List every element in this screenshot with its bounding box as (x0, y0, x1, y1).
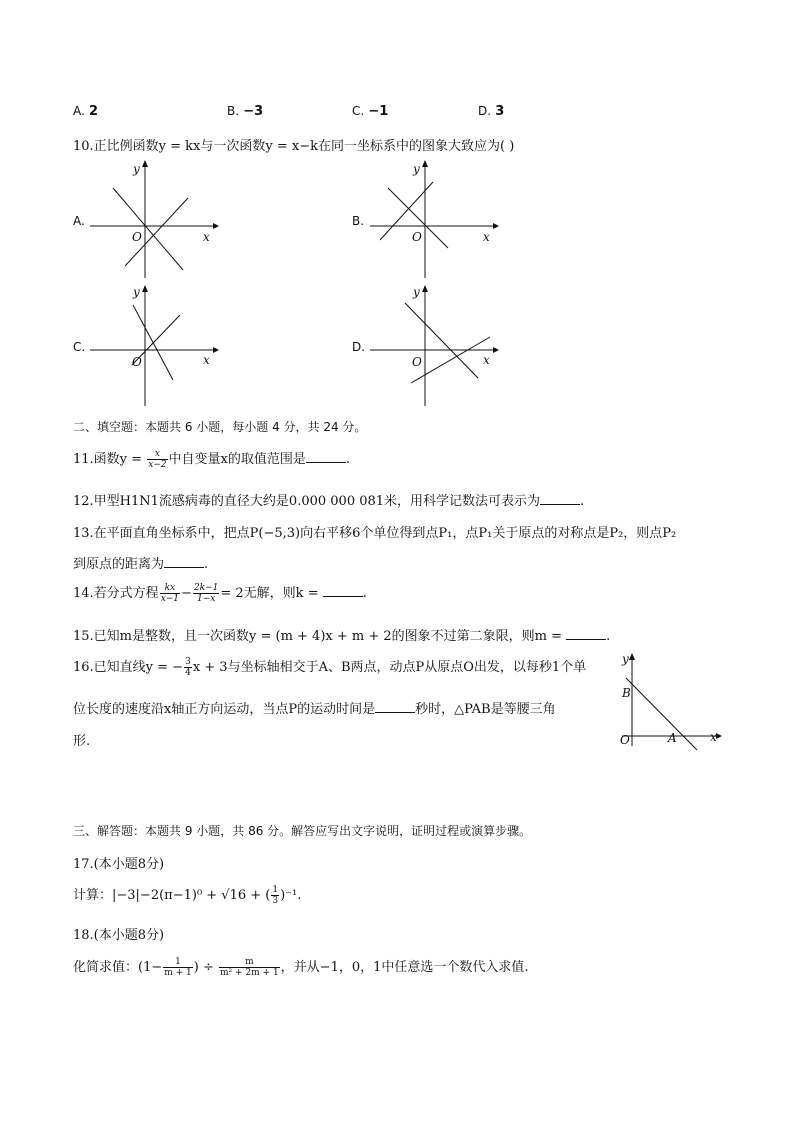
graph-c (85, 280, 220, 408)
section-2-heading: 二、填空题：本题共 6 小题，每小题 4 分，共 24 分。 (73, 420, 367, 434)
y-axis-label: y (133, 285, 140, 299)
q17-fraction: $\frac{1}{3}$ (272, 885, 279, 906)
q18-fraction-1: $\frac{1}{m + 1}$ (164, 957, 192, 978)
q14-fraction-1: $\frac{kx}{x-1}$ (160, 583, 180, 604)
option-label: D. (478, 104, 492, 118)
option-value: 2 (88, 104, 98, 119)
q16-line2: 位长度的速度沿x轴正方向运动，当点P的运动时间是 秒时，△PAB是等腰三角 (73, 702, 556, 717)
q12-text: 12.甲型H1N1流感病毒的直径大约是0.000 000 081米，用科学记数法可表示为 (73, 494, 541, 509)
q11: 11.函数y = $\frac{x}{x-2}$ 中自变量x的取值范围是 . (73, 449, 351, 470)
graph-b-label: B. (352, 214, 365, 228)
answer-blank[interactable] (164, 555, 204, 568)
origin-label: O (412, 230, 422, 244)
q18-header: 18.(本小题8分) (73, 928, 165, 943)
q16-line1: 16.已知直线y = − $\frac{3}{4}$ x + 3与坐标轴相交于A、B两点，动点P从原点O出发，以每秒1个单 (73, 657, 587, 678)
option-value: −3 (243, 104, 264, 119)
q9-option-c (352, 104, 388, 119)
origin-label: O (620, 733, 630, 747)
y-axis-label: y (413, 162, 420, 176)
origin-label: O (132, 355, 142, 369)
q11-fraction: $\frac{x}{x-2}$ (148, 449, 167, 470)
option-label: C. (352, 104, 365, 118)
q9-option-d (478, 104, 504, 119)
q16-line3: 形. (73, 734, 91, 749)
origin-label: O (132, 230, 142, 244)
q9-option-a (73, 104, 98, 119)
answer-blank[interactable] (323, 584, 363, 597)
answer-blank[interactable] (566, 627, 606, 640)
q11-pre: 11.函数y = (73, 452, 147, 467)
graph-d-label: D. (352, 340, 366, 354)
answer-blank[interactable] (540, 492, 580, 505)
q16-fraction: $\frac{3}{4}$ (185, 657, 191, 678)
q18-expression: 化简求值：(1− $\frac{1}{m + 1}$ ) ÷ $\frac{m}{\text{m² + 2m + 1}}$ ，并从−1，0，1中任意选一个数代入求值. (73, 957, 529, 978)
y-axis-label: y (622, 652, 629, 666)
graph-d (365, 280, 500, 408)
q14: 14.若分式方程 $\frac{kx}{x-1}$ − $\frac{2k-1}{1-x}$ = 2无解，则k = . (73, 583, 367, 604)
q14-fraction-2: $\frac{2k-1}{1-x}$ (193, 583, 219, 604)
x-axis-label: x (483, 230, 490, 244)
option-label: A. (73, 104, 85, 118)
point-a-label: A (668, 731, 677, 745)
graph-b (365, 155, 500, 280)
q13-line2: 到原点的距离为 . (73, 557, 209, 572)
graph-a (85, 155, 220, 280)
x-axis-label: x (483, 353, 490, 367)
x-axis-label: x (203, 230, 210, 244)
q16-figure (612, 648, 722, 753)
q11-post: 中自变量x的取值范围是 (168, 452, 306, 467)
q12: 12.甲型H1N1流感病毒的直径大约是0.000 000 081米，用科学记数法可表示为 . (73, 494, 585, 509)
q18-fraction-2: $\frac{m}{\text{m² + 2m + 1}}$ (220, 957, 279, 978)
q17-header: 17.(本小题8分) (73, 857, 165, 872)
option-label: B. (227, 104, 240, 118)
q9-option-b (227, 104, 263, 119)
graph-c-label: C. (73, 340, 86, 354)
point-b-label: B (622, 686, 631, 700)
y-axis-label: y (133, 162, 140, 176)
y-axis-label: y (413, 285, 420, 299)
option-value: −1 (368, 104, 389, 119)
q15: 15.已知m是整数，且一次函数y = (m + 4)x + m + 2的图象不过第二象限，则m = . (73, 629, 611, 644)
x-axis-label: x (203, 353, 210, 367)
q17-expression: 计算：|−3|−2(π−1)⁰ + √16 + ( $\frac{1}{3}$ )⁻¹. (73, 885, 302, 906)
q10-stem: 10.正比例函数y = kx与一次函数y = x−k在同一坐标系中的图象大致应为( ) (73, 139, 515, 154)
option-value: 3 (495, 104, 505, 119)
answer-blank[interactable] (306, 450, 346, 463)
origin-label: O (412, 355, 422, 369)
graph-a-label: A. (73, 214, 85, 228)
x-axis-label: x (710, 730, 717, 744)
answer-blank[interactable] (375, 700, 415, 713)
section-3-heading: 三、解答题：本题共 9 小题，共 86 分。解答应写出文字说明，证明过程或演算步骤。 (73, 824, 532, 838)
q13-line1: 13.在平面直角坐标系中，把点P(−5,3)向右平移6个单位得到点P₁，点P₁关于原点的对称点是P₂，则点P₂ (73, 526, 677, 541)
